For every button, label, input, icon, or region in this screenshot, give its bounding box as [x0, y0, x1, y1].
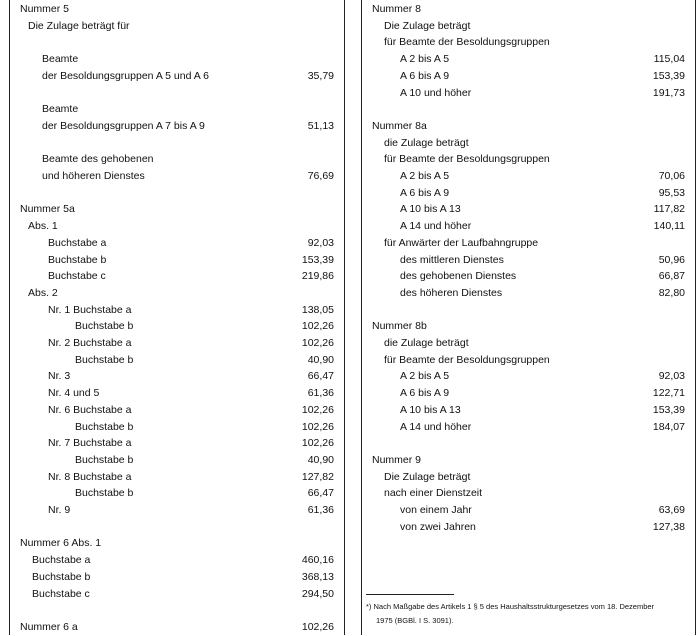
heading-row	[10, 201, 344, 218]
row-label: A 6 bis A 9	[400, 186, 450, 199]
row-label: A 2 bis A 5	[400, 170, 450, 182]
table-row	[10, 68, 344, 85]
row-amount: 102,26	[301, 403, 334, 416]
table-row	[362, 85, 695, 102]
table-row	[10, 619, 344, 636]
right-column	[361, 0, 696, 635]
table-row	[10, 302, 344, 319]
row-label: Beamte	[42, 103, 79, 116]
heading-row	[362, 318, 695, 335]
row-label: Buchstabe b	[75, 320, 134, 333]
heading-row	[10, 285, 344, 302]
row-label: Nummer 8a	[372, 119, 427, 132]
row-label: die Zulage beträgt	[384, 337, 469, 349]
row-label: Nummer 5a	[20, 203, 75, 216]
row-amount: 140,11	[653, 220, 685, 233]
table-row	[10, 318, 344, 335]
row-label: des höheren Dienstes	[400, 286, 503, 299]
table-row	[10, 385, 344, 402]
row-amount: 117,82	[653, 203, 685, 216]
row-label: Nummer 8	[372, 3, 422, 15]
row-amount: 153,39	[301, 253, 334, 266]
row-amount: 40,90	[307, 453, 334, 466]
table-row	[362, 218, 695, 235]
row-amount: 219,86	[301, 270, 334, 283]
row-label: Nr. 6 Buchstabe a	[48, 403, 132, 416]
table-row	[10, 268, 344, 285]
row-amount: 66,47	[307, 370, 334, 383]
row-label: der Besoldungsgruppen A 7 bis A 9	[42, 119, 205, 132]
row-amount: 138,05	[301, 303, 334, 316]
row-label: des mittleren Dienstes	[400, 253, 504, 266]
table-row	[10, 485, 344, 502]
row-amount: 63,69	[658, 504, 685, 516]
row-label: Buchstabe b	[75, 487, 134, 500]
row-amount: 153,39	[652, 403, 685, 416]
table-row	[10, 435, 344, 452]
heading-row	[362, 118, 695, 135]
heading-row	[10, 535, 344, 552]
heading-row	[10, 151, 344, 168]
row-amount: 82,80	[658, 286, 685, 299]
row-label: Nr. 3	[48, 370, 71, 383]
row-label: Nr. 2 Buchstabe a	[48, 337, 132, 349]
row-amount: 76,69	[307, 170, 334, 182]
row-amount: 127,38	[652, 520, 685, 533]
row-amount: 102,26	[301, 320, 334, 333]
row-amount: 460,16	[301, 554, 334, 567]
row-label: Abs. 1	[28, 220, 58, 233]
row-amount: 102,26	[301, 620, 334, 633]
heading-row	[362, 135, 695, 152]
table-row	[10, 586, 344, 603]
row-label: Buchstabe a	[48, 236, 107, 249]
footnote-divider	[366, 594, 454, 595]
table-row	[362, 185, 695, 202]
table-row	[362, 385, 695, 402]
row-label: A 6 bis A 9	[400, 69, 450, 82]
table-row	[10, 335, 344, 352]
row-label: Abs. 2	[28, 286, 58, 299]
row-label: Nummer 6 a	[20, 620, 78, 633]
row-label: der Besoldungsgruppen A 5 und A 6	[42, 69, 209, 82]
row-label: Buchstabe b	[75, 453, 134, 466]
table-row	[362, 502, 695, 519]
row-label: für Beamte der Besoldungsgruppen	[384, 353, 550, 366]
row-label: Buchstabe b	[75, 420, 134, 433]
row-label: A 14 und höher	[400, 420, 472, 433]
row-amount: 102,26	[301, 337, 334, 349]
row-label: A 14 und höher	[400, 220, 472, 233]
table-row	[10, 168, 344, 185]
row-label: A 2 bis A 5	[400, 370, 450, 383]
row-label: A 10 bis A 13	[400, 203, 461, 216]
table-row	[362, 201, 695, 218]
row-amount: 35,79	[307, 69, 334, 82]
row-amount: 184,07	[652, 420, 685, 433]
row-label: Nummer 5	[20, 3, 70, 15]
row-amount: 61,36	[307, 504, 334, 516]
table-row	[10, 118, 344, 135]
heading-row	[362, 352, 695, 369]
table-row	[10, 368, 344, 385]
row-label: A 10 und höher	[400, 86, 472, 99]
row-amount: 115,04	[653, 53, 685, 66]
row-label: Buchstabe c	[48, 270, 106, 283]
left-column	[9, 0, 345, 635]
row-label: des gehobenen Dienstes	[400, 270, 517, 283]
row-amount: 61,36	[307, 387, 334, 400]
row-amount: 70,06	[658, 170, 685, 182]
row-label: Nummer 6 Abs. 1	[20, 537, 102, 550]
heading-row	[362, 335, 695, 352]
heading-row	[10, 101, 344, 118]
row-label: Buchstabe a	[32, 554, 91, 567]
row-amount: 66,87	[658, 270, 685, 283]
row-amount: 153,39	[652, 69, 685, 82]
table-row	[10, 252, 344, 269]
table-row	[362, 285, 695, 302]
row-label: Nr. 4 und 5	[48, 387, 100, 400]
table-row	[362, 268, 695, 285]
heading-row	[362, 18, 695, 35]
row-amount: 127,82	[301, 470, 334, 483]
row-label: A 10 bis A 13	[400, 403, 461, 416]
row-label: für Beamte der Besoldungsgruppen	[384, 36, 550, 49]
table-row	[10, 402, 344, 419]
row-label: Die Zulage beträgt	[384, 19, 471, 32]
table-row	[10, 352, 344, 369]
table-row	[362, 419, 695, 436]
row-label: Buchstabe b	[75, 353, 134, 366]
heading-row	[10, 18, 344, 35]
row-label: Nr. 1 Buchstabe a	[48, 303, 132, 316]
table-row	[10, 469, 344, 486]
row-amount: 50,96	[658, 253, 685, 266]
row-label: Die Zulage beträgt	[384, 470, 471, 483]
heading-row	[10, 218, 344, 235]
row-label: Buchstabe b	[48, 253, 107, 266]
row-label: Beamte des gehobenen	[42, 153, 154, 166]
table-row	[362, 519, 695, 536]
row-label: nach einer Dienstzeit	[384, 487, 483, 500]
row-amount: 294,50	[301, 587, 334, 600]
table-row	[10, 419, 344, 436]
table-row	[362, 368, 695, 385]
footnote-line-1: *) Nach Maßgabe des Artikels 1 § 5 des Haushaltsstrukturgesetzes vom 18. Dezember	[366, 602, 655, 611]
row-amount: 95,53	[658, 186, 685, 199]
table-row	[362, 68, 695, 85]
row-label: Nr. 9	[48, 504, 71, 516]
row-amount: 40,90	[307, 353, 334, 366]
heading-row	[362, 485, 695, 502]
row-label: die Zulage beträgt	[384, 136, 469, 149]
row-label: A 2 bis A 5	[400, 53, 450, 66]
row-label: A 6 bis A 9	[400, 387, 450, 400]
row-amount: 92,03	[307, 236, 334, 249]
table-row	[10, 569, 344, 586]
row-label: Nummer 9	[372, 453, 422, 466]
row-label: Nr. 7 Buchstabe a	[48, 437, 132, 450]
row-amount: 191,73	[652, 86, 685, 99]
row-label: Buchstabe b	[32, 570, 91, 583]
heading-row	[362, 151, 695, 168]
row-label: für Anwärter der Laufbahngruppe	[384, 236, 539, 249]
row-label: von zwei Jahren	[400, 520, 476, 533]
table-row	[10, 235, 344, 252]
heading-row	[362, 235, 695, 252]
row-label: Nummer 8b	[372, 320, 427, 333]
row-label: Buchstabe c	[32, 587, 90, 600]
heading-row	[362, 452, 695, 469]
row-label: Nr. 8 Buchstabe a	[48, 470, 132, 483]
table-row	[362, 168, 695, 185]
row-label: von einem Jahr	[400, 504, 472, 516]
row-label: und höheren Dienstes	[42, 170, 145, 182]
table-row	[10, 552, 344, 569]
table-row	[10, 452, 344, 469]
row-amount: 102,26	[301, 420, 334, 433]
heading-row	[10, 1, 344, 18]
row-label: Beamte	[42, 53, 79, 66]
row-label: für Beamte der Besoldungsgruppen	[384, 153, 550, 166]
table-row	[362, 252, 695, 269]
row-amount: 92,03	[658, 370, 685, 383]
heading-row	[10, 51, 344, 68]
heading-row	[362, 1, 695, 18]
heading-row	[362, 34, 695, 51]
row-amount: 122,71	[652, 387, 685, 400]
row-amount: 368,13	[301, 570, 334, 583]
footnote-line-2: 1975 (BGBl. I S. 3091).	[376, 616, 454, 625]
row-amount: 102,26	[301, 437, 334, 450]
table-row	[362, 402, 695, 419]
table-row	[362, 51, 695, 68]
row-amount: 66,47	[307, 487, 334, 500]
row-amount: 51,13	[307, 119, 334, 132]
row-label: Die Zulage beträgt für	[28, 19, 130, 32]
heading-row	[362, 469, 695, 486]
table-row	[10, 502, 344, 519]
